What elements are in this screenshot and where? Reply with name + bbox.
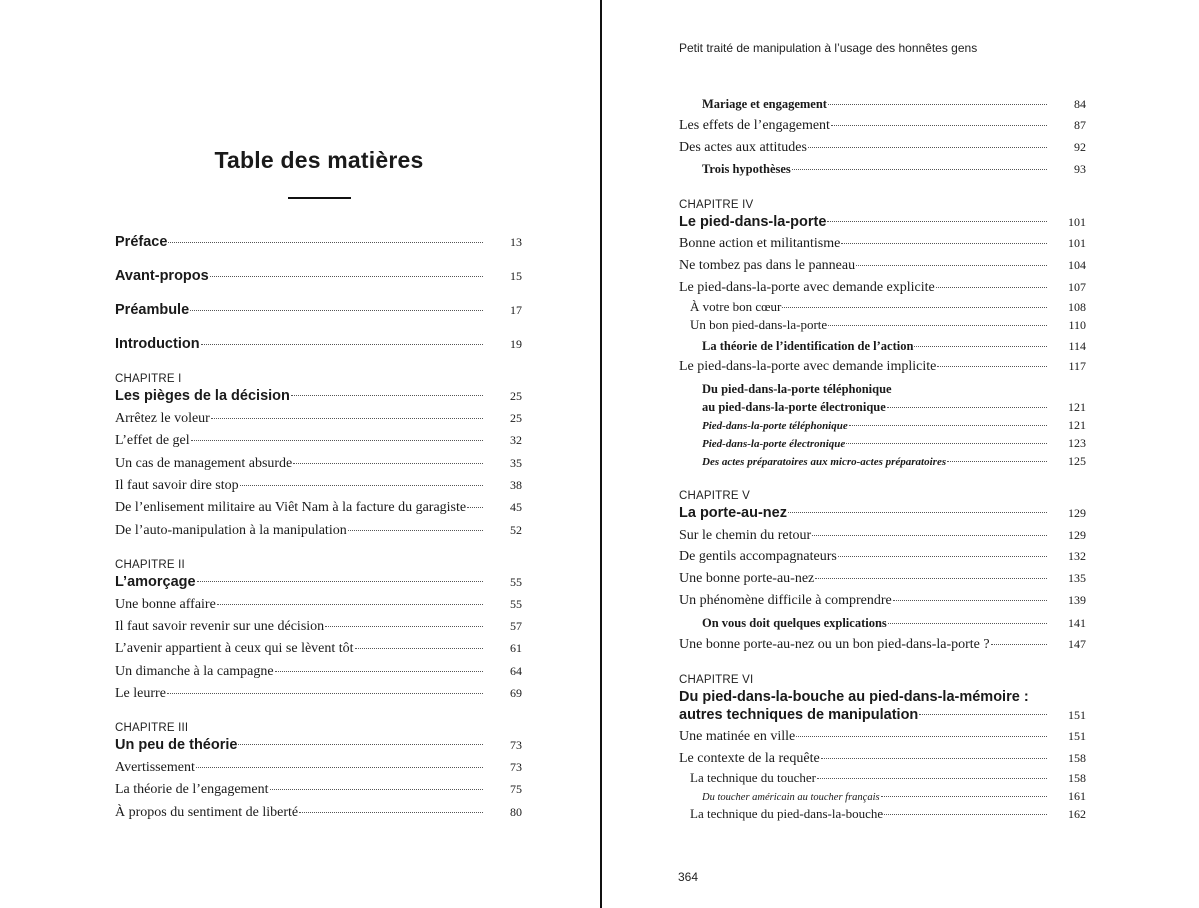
leader-dots xyxy=(275,670,483,672)
entry-text: Pied-dans-la-porte téléphonique xyxy=(702,420,848,432)
entry-page: 158 xyxy=(1068,771,1086,785)
entry-text: Les effets de l’engagement xyxy=(679,118,830,133)
entry-page: 45 xyxy=(510,500,522,514)
toc-entry[interactable] xyxy=(679,280,1086,296)
toc-entry[interactable] xyxy=(702,436,1086,451)
leader-dots xyxy=(796,735,1047,737)
entry-text: Trois hypothèses xyxy=(702,162,791,176)
entry-text: Introduction xyxy=(115,336,200,352)
entry-text: Il faut savoir dire stop xyxy=(115,478,239,493)
toc-entry[interactable] xyxy=(679,528,1086,544)
entry-text: Le leurre xyxy=(115,686,166,701)
toc-entry[interactable] xyxy=(679,729,1086,745)
entry-text: La technique du pied-dans-la-bouche xyxy=(690,806,884,821)
entry-page: 25 xyxy=(510,389,522,403)
toc-entry[interactable] xyxy=(115,641,522,657)
entry-text: Un phénomène difficile à comprendre xyxy=(679,593,892,608)
leader-dots xyxy=(841,242,1047,244)
entry-text: Arrêtez le voleur xyxy=(115,411,210,426)
entry-page: 141 xyxy=(1068,616,1086,630)
leader-dots xyxy=(849,424,1047,426)
entry-page: 121 xyxy=(1068,418,1086,432)
leader-dots xyxy=(808,146,1047,148)
chapter-label: CHAPITRE VI xyxy=(679,674,754,686)
entry-page: 108 xyxy=(1068,300,1086,314)
toc-entry[interactable] xyxy=(115,805,522,821)
entry-text: À propos du sentiment de liberté xyxy=(115,805,299,820)
entry-text: Un peu de théorie xyxy=(115,737,238,753)
entry-text: À votre bon cœur xyxy=(690,299,782,314)
leader-dots xyxy=(191,439,483,441)
entry-page: 55 xyxy=(510,575,522,589)
entry-page: 69 xyxy=(510,686,522,700)
toc-entry[interactable] xyxy=(115,456,522,472)
toc-entry-introduction[interactable] xyxy=(115,336,522,352)
toc-entry[interactable] xyxy=(679,236,1086,252)
leader-dots xyxy=(217,603,483,605)
leader-dots xyxy=(828,324,1047,326)
leader-dots xyxy=(919,713,1047,715)
chapter-label: CHAPITRE V xyxy=(679,490,751,502)
entry-text: L’effet de gel xyxy=(115,433,190,448)
entry-page: 117 xyxy=(1068,359,1086,373)
leader-dots xyxy=(856,264,1047,266)
entry-text: Préface xyxy=(115,234,168,250)
entry-page: 75 xyxy=(510,782,522,796)
entry-page: 151 xyxy=(1068,729,1086,743)
entry-text: De gentils accompagnateurs xyxy=(679,549,837,564)
toc-entry-avant-propos[interactable] xyxy=(115,268,522,284)
toc-entry[interactable] xyxy=(702,418,1086,433)
toc-entry-preface[interactable] xyxy=(115,234,522,250)
toc-entry[interactable] xyxy=(679,637,1086,653)
entry-page: 80 xyxy=(510,805,522,819)
entry-text: Les pièges de la décision xyxy=(115,388,290,404)
leader-dots xyxy=(884,813,1047,815)
entry-text: De l’auto-manipulation à la manipulation xyxy=(115,523,347,538)
leader-dots xyxy=(168,241,483,243)
entry-page: 15 xyxy=(510,269,522,283)
entry-page: 139 xyxy=(1068,593,1086,607)
chapter-title[interactable] xyxy=(115,574,522,590)
leader-dots xyxy=(788,511,1047,513)
leader-dots xyxy=(792,168,1047,170)
toc-entry[interactable] xyxy=(115,760,522,776)
chapter-title[interactable] xyxy=(679,214,1086,230)
leader-dots xyxy=(937,365,1047,367)
leader-dots xyxy=(210,275,483,277)
entry-page: 64 xyxy=(510,664,522,678)
toc-entry[interactable] xyxy=(702,454,1086,469)
title-rule xyxy=(288,197,351,199)
leader-dots xyxy=(291,394,483,396)
leader-dots xyxy=(817,777,1047,779)
leader-dots xyxy=(190,309,483,311)
toc-entry[interactable] xyxy=(679,118,1086,134)
leader-dots xyxy=(325,625,483,627)
entry-page: 162 xyxy=(1068,807,1086,821)
entry-text: au pied-dans-la-porte électronique xyxy=(702,400,886,414)
entry-text: Mariage et engagement xyxy=(702,97,827,111)
entry-text: Des actes aux attitudes xyxy=(679,140,807,155)
toc-entry[interactable] xyxy=(115,619,522,635)
chapter-label: CHAPITRE IV xyxy=(679,199,754,211)
toc-entry[interactable] xyxy=(115,478,522,494)
entry-page: 19 xyxy=(510,337,522,351)
leader-dots xyxy=(831,124,1047,126)
entry-text: Avertissement xyxy=(115,760,195,775)
entry-text: Une matinée en ville xyxy=(679,729,796,744)
entry-text: Le pied-dans-la-porte avec demande explicite xyxy=(679,280,935,295)
entry-text: La théorie de l’engagement xyxy=(115,782,269,797)
entry-page: 17 xyxy=(510,303,522,317)
entry-page: 123 xyxy=(1068,436,1086,450)
toc-entry[interactable] xyxy=(115,664,522,680)
leader-dots xyxy=(936,286,1047,288)
toc-entry[interactable] xyxy=(690,317,1086,333)
entry-page: 121 xyxy=(1068,400,1086,414)
toc-entry[interactable] xyxy=(690,299,1086,315)
leader-dots xyxy=(815,577,1047,579)
leader-dots xyxy=(211,417,483,419)
toc-entry[interactable] xyxy=(679,549,1086,565)
entry-text: Un cas de management absurde xyxy=(115,456,293,471)
leader-dots xyxy=(827,220,1047,222)
toc-entry[interactable] xyxy=(702,400,1086,415)
entry-page: 151 xyxy=(1068,708,1086,722)
leader-dots xyxy=(270,788,483,790)
entry-text: autres techniques de manipulation xyxy=(679,707,919,723)
entry-page: 84 xyxy=(1074,97,1086,111)
leader-dots xyxy=(201,343,483,345)
entry-page: 13 xyxy=(510,235,522,249)
entry-text: La porte-au-nez xyxy=(679,505,787,521)
entry-page: 55 xyxy=(510,597,522,611)
toc-entry[interactable] xyxy=(115,433,522,449)
entry-page: 32 xyxy=(510,433,522,447)
entry-page: 101 xyxy=(1068,236,1086,250)
leader-dots xyxy=(293,462,483,464)
toc-entry[interactable] xyxy=(702,339,1086,354)
entry-page: 101 xyxy=(1068,215,1086,229)
chapter-title[interactable] xyxy=(679,505,1086,521)
entry-page: 35 xyxy=(510,456,522,470)
leader-dots xyxy=(782,306,1047,308)
entry-text: Sur le chemin du retour xyxy=(679,528,812,543)
entry-page: 129 xyxy=(1068,506,1086,520)
entry-page: 92 xyxy=(1074,140,1086,154)
chapter-label: CHAPITRE I xyxy=(115,373,182,385)
chapter-title[interactable] xyxy=(115,737,522,753)
entry-text: Un bon pied-dans-la-porte xyxy=(690,317,828,332)
toc-entry-preambule[interactable] xyxy=(115,302,522,318)
entry-text: Du toucher américain au toucher français xyxy=(702,792,880,803)
entry-page: 73 xyxy=(510,738,522,752)
running-head: Petit traité de manipulation à l’usage des honnêtes gens xyxy=(679,41,978,55)
toc-entry[interactable] xyxy=(115,597,522,613)
toc-entry[interactable] xyxy=(115,411,522,427)
entry-text: Pied-dans-la-porte électronique xyxy=(702,438,846,450)
entry-text: Des actes préparatoires aux micro-actes préparatoires xyxy=(702,456,947,468)
entry-text: De l’enlisement militaire au Viêt Nam à la facture du garagiste xyxy=(115,500,467,515)
leader-dots xyxy=(240,484,483,486)
toc-entry[interactable] xyxy=(679,751,1086,767)
leader-dots xyxy=(467,506,483,508)
entry-page: 61 xyxy=(510,641,522,655)
entry-page: 129 xyxy=(1068,528,1086,542)
leader-dots xyxy=(299,811,483,813)
leader-dots xyxy=(893,599,1047,601)
toc-entry[interactable] xyxy=(702,97,1086,112)
toc-entry[interactable] xyxy=(679,140,1086,156)
entry-page: 104 xyxy=(1068,258,1086,272)
entry-text: La technique du toucher xyxy=(690,770,816,785)
toc-entry[interactable] xyxy=(690,806,1086,822)
entry-page: 110 xyxy=(1068,318,1086,332)
entry-page: 135 xyxy=(1068,571,1086,585)
leader-dots xyxy=(348,529,483,531)
leader-dots xyxy=(846,442,1047,444)
entry-page: 25 xyxy=(510,411,522,425)
toc-entry[interactable] xyxy=(679,258,1086,274)
entry-text: Une bonne porte-au-nez xyxy=(679,571,815,586)
entry-page: 107 xyxy=(1068,280,1086,294)
entry-text: L’amorçage xyxy=(115,574,196,590)
chapter-label: CHAPITRE III xyxy=(115,722,189,734)
right-page xyxy=(602,0,1199,908)
entry-page: 132 xyxy=(1068,549,1086,563)
entry-page: 125 xyxy=(1068,454,1086,468)
leader-dots xyxy=(812,534,1047,536)
toc-entry[interactable] xyxy=(702,616,1086,631)
entry-text: Avant-propos xyxy=(115,268,209,284)
entry-text: Le pied-dans-la-porte avec demande implicite xyxy=(679,359,937,374)
entry-text: L’avenir appartient à ceux qui se lèvent tôt xyxy=(115,641,354,656)
leader-dots xyxy=(238,743,483,745)
toc-entry[interactable] xyxy=(115,500,522,516)
chapter-title[interactable] xyxy=(115,388,522,404)
chapter-title[interactable] xyxy=(679,707,1086,723)
toc-entry[interactable] xyxy=(690,770,1086,786)
entry-page: 147 xyxy=(1068,637,1086,651)
entry-page: 57 xyxy=(510,619,522,633)
leader-dots xyxy=(888,622,1047,624)
entry-page: 38 xyxy=(510,478,522,492)
entry-text: Préambule xyxy=(115,302,190,318)
chapter-title-line1: Du pied-dans-la-bouche au pied-dans-la-mémoire : xyxy=(679,689,1029,705)
entry-text: On vous doit quelques explications xyxy=(702,616,887,630)
entry-text: Une bonne affaire xyxy=(115,597,216,612)
subheading-line1: Du pied-dans-la-porte téléphonique xyxy=(702,382,892,396)
toc-entry[interactable] xyxy=(115,782,522,798)
leader-dots xyxy=(947,460,1047,462)
toc-entry[interactable] xyxy=(702,162,1086,177)
leader-dots xyxy=(914,345,1047,347)
entry-page: 161 xyxy=(1068,789,1086,803)
leader-dots xyxy=(887,406,1047,408)
page-number: 364 xyxy=(678,870,699,884)
entry-text: Ne tombez pas dans le panneau xyxy=(679,258,856,273)
entry-page: 73 xyxy=(510,760,522,774)
toc-entry[interactable] xyxy=(115,686,522,702)
entry-text: La théorie de l’identification de l’action xyxy=(702,339,914,353)
leader-dots xyxy=(838,555,1047,557)
chapter-label: CHAPITRE II xyxy=(115,559,185,571)
toc-entry[interactable] xyxy=(679,571,1086,587)
leader-dots xyxy=(355,647,483,649)
leader-dots xyxy=(991,643,1047,645)
entry-text: Bonne action et militantisme xyxy=(679,236,841,251)
toc-entry[interactable] xyxy=(702,789,1086,804)
entry-text: Une bonne porte-au-nez ou un bon pied-dans-la-porte ? xyxy=(679,637,990,652)
toc-entry[interactable] xyxy=(679,359,1086,375)
entry-text: Le pied-dans-la-porte xyxy=(679,214,827,230)
leader-dots xyxy=(197,580,483,582)
toc-entry[interactable] xyxy=(679,593,1086,609)
entry-page: 114 xyxy=(1068,339,1086,353)
toc-entry[interactable] xyxy=(115,523,522,539)
entry-page: 87 xyxy=(1074,118,1086,132)
entry-page: 158 xyxy=(1068,751,1086,765)
entry-text: Le contexte de la requête xyxy=(679,751,820,766)
entry-page: 52 xyxy=(510,523,522,537)
entry-text: Il faut savoir revenir sur une décision xyxy=(115,619,325,634)
toc-title: Table des matières xyxy=(214,147,424,173)
leader-dots xyxy=(881,795,1047,797)
leader-dots xyxy=(828,103,1047,105)
leader-dots xyxy=(821,757,1047,759)
leader-dots xyxy=(167,692,483,694)
entry-page: 93 xyxy=(1074,162,1086,176)
entry-text: Un dimanche à la campagne xyxy=(115,664,274,679)
leader-dots xyxy=(196,766,483,768)
